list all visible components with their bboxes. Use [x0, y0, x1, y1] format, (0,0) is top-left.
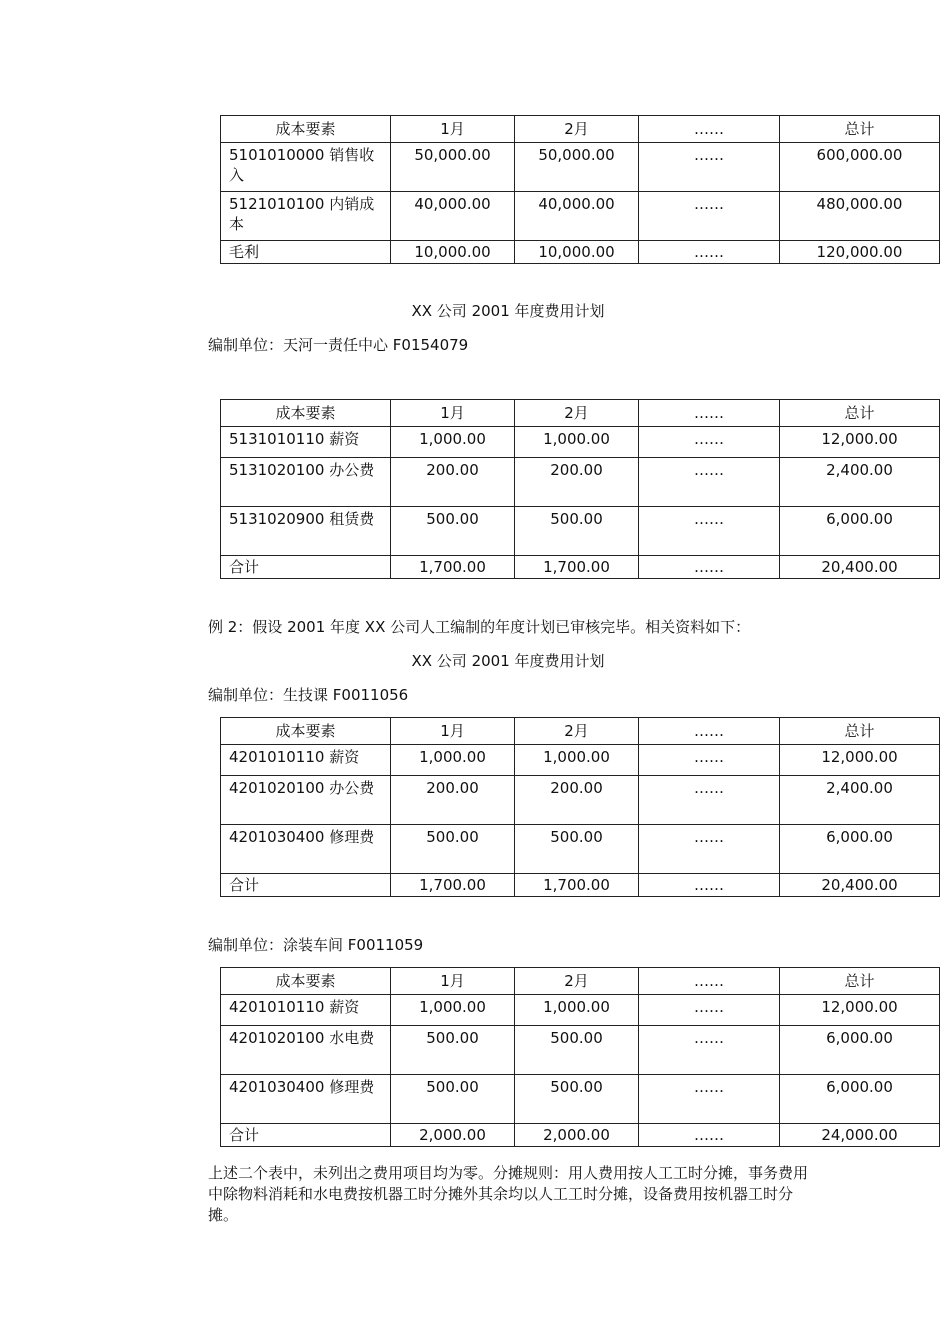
cost-element-cell: 合计	[221, 556, 391, 579]
value-cell: 200.00	[515, 776, 639, 825]
value-cell: 1,700.00	[391, 556, 515, 579]
allocation-rules-note: 上述二个表中，未列出之费用项目均为零。分摊规则：用人费用按人工工时分摊，事务费用中除物料消耗和水电费按机器工时分摊外其余均以人工工时分摊，设备费用按机器工时分摊。	[208, 1164, 809, 1224]
header-cell: 2月	[515, 718, 639, 745]
value-cell: 1,000.00	[391, 995, 515, 1026]
header-cell: 总计	[780, 116, 940, 143]
value-cell: 2,000.00	[391, 1124, 515, 1147]
value-cell: 200.00	[515, 458, 639, 507]
value-cell: 2,400.00	[780, 776, 940, 825]
value-cell: 6,000.00	[780, 1075, 940, 1124]
value-cell: ……	[639, 458, 780, 507]
header-cell: ……	[639, 400, 780, 427]
cost-table-2	[220, 399, 940, 579]
table-row	[221, 745, 940, 776]
value-cell: ……	[639, 776, 780, 825]
header-cell: 总计	[780, 968, 940, 995]
cost-element-cell: 5101010000 销售收入	[221, 143, 391, 192]
example-2-text: 例 2：假设 2001 年度 XX 公司人工编制的年度计划已审核完毕。相关资料如下：	[208, 618, 751, 636]
header-cell: 成本要素	[221, 968, 391, 995]
value-cell: ……	[639, 995, 780, 1026]
cost-element-cell: 4201030400 修理费	[221, 1075, 391, 1124]
cost-element-cell: 4201030400 修理费	[221, 825, 391, 874]
value-cell: 6,000.00	[780, 507, 940, 556]
header-cell: ……	[639, 116, 780, 143]
value-cell: 480,000.00	[780, 192, 940, 241]
value-cell: ……	[639, 192, 780, 241]
header-cell: 1月	[391, 400, 515, 427]
value-cell: 1,000.00	[391, 745, 515, 776]
header-cell: 总计	[780, 400, 940, 427]
value-cell: 20,400.00	[780, 874, 940, 897]
value-cell: 2,400.00	[780, 458, 940, 507]
table-row	[221, 1026, 940, 1075]
value-cell: 12,000.00	[780, 427, 940, 458]
value-cell: ……	[639, 1026, 780, 1075]
value-cell: 12,000.00	[780, 995, 940, 1026]
prep-unit: 编制单位：生技课 F0011056	[208, 686, 409, 704]
header-cell: 成本要素	[221, 116, 391, 143]
table-header-row	[221, 400, 940, 427]
header-cell: 1月	[391, 116, 515, 143]
header-cell: 成本要素	[221, 400, 391, 427]
value-cell: 1,700.00	[515, 874, 639, 897]
header-cell: 2月	[515, 968, 639, 995]
value-cell: 12,000.00	[780, 745, 940, 776]
table-row	[221, 241, 940, 264]
header-cell: ……	[639, 968, 780, 995]
header-cell: 1月	[391, 718, 515, 745]
header-cell: 成本要素	[221, 718, 391, 745]
value-cell: 200.00	[391, 458, 515, 507]
cost-table-3	[220, 717, 940, 897]
header-cell: ……	[639, 718, 780, 745]
cost-element-cell: 4201010110 薪资	[221, 745, 391, 776]
value-cell: 1,000.00	[515, 427, 639, 458]
header-cell: 1月	[391, 968, 515, 995]
cost-element-cell: 4201010110 薪资	[221, 995, 391, 1026]
value-cell: 50,000.00	[391, 143, 515, 192]
value-cell: 40,000.00	[391, 192, 515, 241]
value-cell: 50,000.00	[515, 143, 639, 192]
value-cell: 1,700.00	[515, 556, 639, 579]
value-cell: ……	[639, 143, 780, 192]
table-row	[221, 1124, 940, 1147]
table-row	[221, 874, 940, 897]
table-row	[221, 507, 940, 556]
table-row	[221, 458, 940, 507]
value-cell: 1,000.00	[515, 995, 639, 1026]
table-header-row	[221, 116, 940, 143]
value-cell: 500.00	[391, 825, 515, 874]
value-cell: 1,700.00	[391, 874, 515, 897]
header-cell: 总计	[780, 718, 940, 745]
value-cell: ……	[639, 241, 780, 264]
value-cell: 500.00	[391, 507, 515, 556]
cost-table-4	[220, 967, 940, 1147]
cost-element-cell: 5131020100 办公费	[221, 458, 391, 507]
cost-element-cell: 4201020100 办公费	[221, 776, 391, 825]
table-header-row	[221, 968, 940, 995]
table-row	[221, 427, 940, 458]
value-cell: 1,000.00	[515, 745, 639, 776]
cost-element-cell: 毛利	[221, 241, 391, 264]
value-cell: 40,000.00	[515, 192, 639, 241]
value-cell: ……	[639, 1075, 780, 1124]
prep-unit: 编制单位：天河一责任中心 F0154079	[208, 336, 469, 354]
value-cell: ……	[639, 556, 780, 579]
value-cell: 10,000.00	[391, 241, 515, 264]
prep-unit: 编制单位：涂装车间 F0011059	[208, 936, 424, 954]
value-cell: 2,000.00	[515, 1124, 639, 1147]
value-cell: 120,000.00	[780, 241, 940, 264]
table-row	[221, 556, 940, 579]
value-cell: 500.00	[515, 1075, 639, 1124]
value-cell: 500.00	[515, 507, 639, 556]
table-row	[221, 776, 940, 825]
cost-element-cell: 5131020900 租赁费	[221, 507, 391, 556]
value-cell: ……	[639, 427, 780, 458]
value-cell: 200.00	[391, 776, 515, 825]
cost-element-cell: 5131010110 薪资	[221, 427, 391, 458]
value-cell: 500.00	[515, 1026, 639, 1075]
value-cell: ……	[639, 825, 780, 874]
value-cell: 24,000.00	[780, 1124, 940, 1147]
table-row	[221, 1075, 940, 1124]
table-row	[221, 995, 940, 1026]
header-cell: 2月	[515, 400, 639, 427]
value-cell: ……	[639, 874, 780, 897]
table-row	[221, 825, 940, 874]
cost-element-cell: 5121010100 内销成本	[221, 192, 391, 241]
header-cell: 2月	[515, 116, 639, 143]
plan-title: XX 公司 2001 年度费用计划	[411, 302, 605, 320]
value-cell: ……	[639, 507, 780, 556]
cost-element-cell: 合计	[221, 1124, 391, 1147]
value-cell: 500.00	[515, 825, 639, 874]
value-cell: 500.00	[391, 1026, 515, 1075]
value-cell: 20,400.00	[780, 556, 940, 579]
value-cell: ……	[639, 745, 780, 776]
plan-title: XX 公司 2001 年度费用计划	[411, 652, 605, 670]
value-cell: 6,000.00	[780, 1026, 940, 1075]
value-cell: 600,000.00	[780, 143, 940, 192]
table-row	[221, 192, 940, 241]
value-cell: 500.00	[391, 1075, 515, 1124]
value-cell: 1,000.00	[391, 427, 515, 458]
cost-table-1	[220, 115, 940, 264]
value-cell: ……	[639, 1124, 780, 1147]
value-cell: 6,000.00	[780, 825, 940, 874]
cost-element-cell: 4201020100 水电费	[221, 1026, 391, 1075]
value-cell: 10,000.00	[515, 241, 639, 264]
table-row	[221, 143, 940, 192]
cost-element-cell: 合计	[221, 874, 391, 897]
table-header-row	[221, 718, 940, 745]
